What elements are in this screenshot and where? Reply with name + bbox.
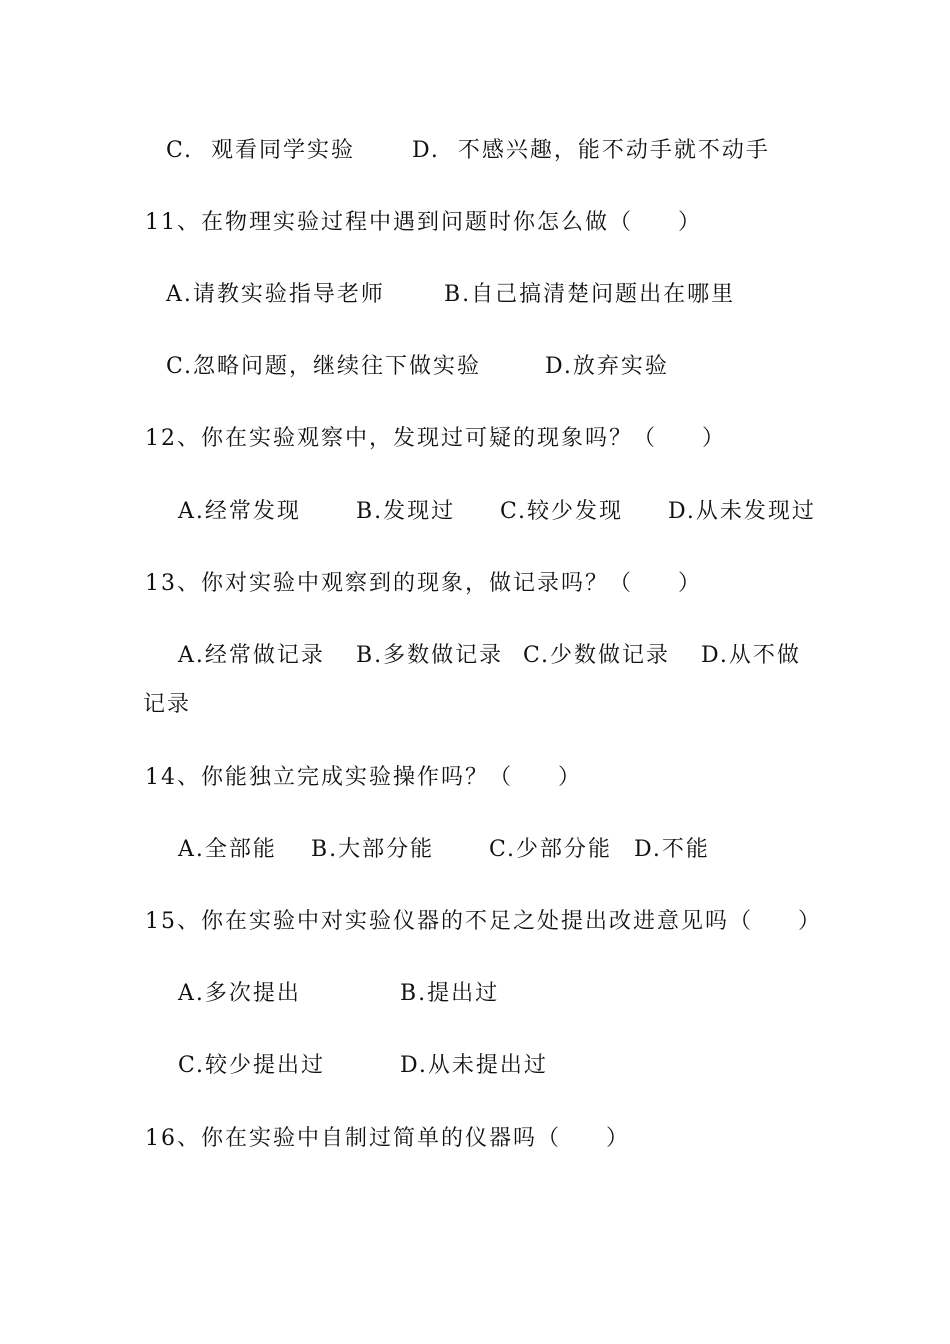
q11-option-b: B.自己搞清楚问题出在哪里: [444, 282, 736, 307]
q13-option-d-wrap: 记录: [143, 692, 192, 717]
q13-question: 13、你对实验中观察到的现象，做记录吗？（ ）: [145, 571, 702, 596]
q12-option-c: C.较少发现: [500, 499, 624, 524]
q13-option-c: C.少数做记录: [523, 643, 671, 668]
q12-option-d: D.从未发现过: [668, 499, 816, 524]
q15-option-c: C.较少提出过: [178, 1053, 326, 1078]
q15-option-b: B.提出过: [400, 981, 500, 1006]
q11-question: 11、在物理实验过程中遇到问题时你怎么做（ ）: [145, 210, 702, 235]
q15-question: 15、你在实验中对实验仪器的不足之处提出改进意见吗（ ）: [145, 909, 822, 934]
q14-option-d: D.不能: [634, 837, 710, 862]
q13-option-b: B.多数做记录: [356, 643, 504, 668]
q11-option-c: C.忽略问题，继续往下做实验: [166, 354, 482, 379]
q14-option-a: A.全部能: [178, 837, 277, 862]
q13-option-a: A.经常做记录: [178, 643, 325, 668]
q16-question: 16、你在实验中自制过简单的仪器吗（ ）: [145, 1126, 630, 1151]
q15-option-a: A.多次提出: [178, 981, 301, 1006]
q14-question: 14、你能独立完成实验操作吗？（ ）: [145, 765, 582, 790]
q12-option-a: A.经常发现: [178, 499, 301, 524]
q13-option-d: D.从不做: [701, 643, 801, 668]
q14-option-b: B.大部分能: [311, 837, 435, 862]
q11-option-d: D.放弃实验: [545, 354, 669, 379]
q15-option-d: D.从未提出过: [400, 1053, 548, 1078]
q10-option-d: D. 不感兴趣，能不动手就不动手: [412, 138, 770, 163]
q12-question: 12、你在实验观察中，发现过可疑的现象吗？（ ）: [145, 426, 726, 451]
q12-option-b: B.发现过: [356, 499, 456, 524]
q10-option-c: C. 观看同学实验: [166, 138, 356, 163]
q14-option-c: C.少部分能: [489, 837, 613, 862]
q11-option-a: A.请教实验指导老师: [166, 282, 385, 307]
